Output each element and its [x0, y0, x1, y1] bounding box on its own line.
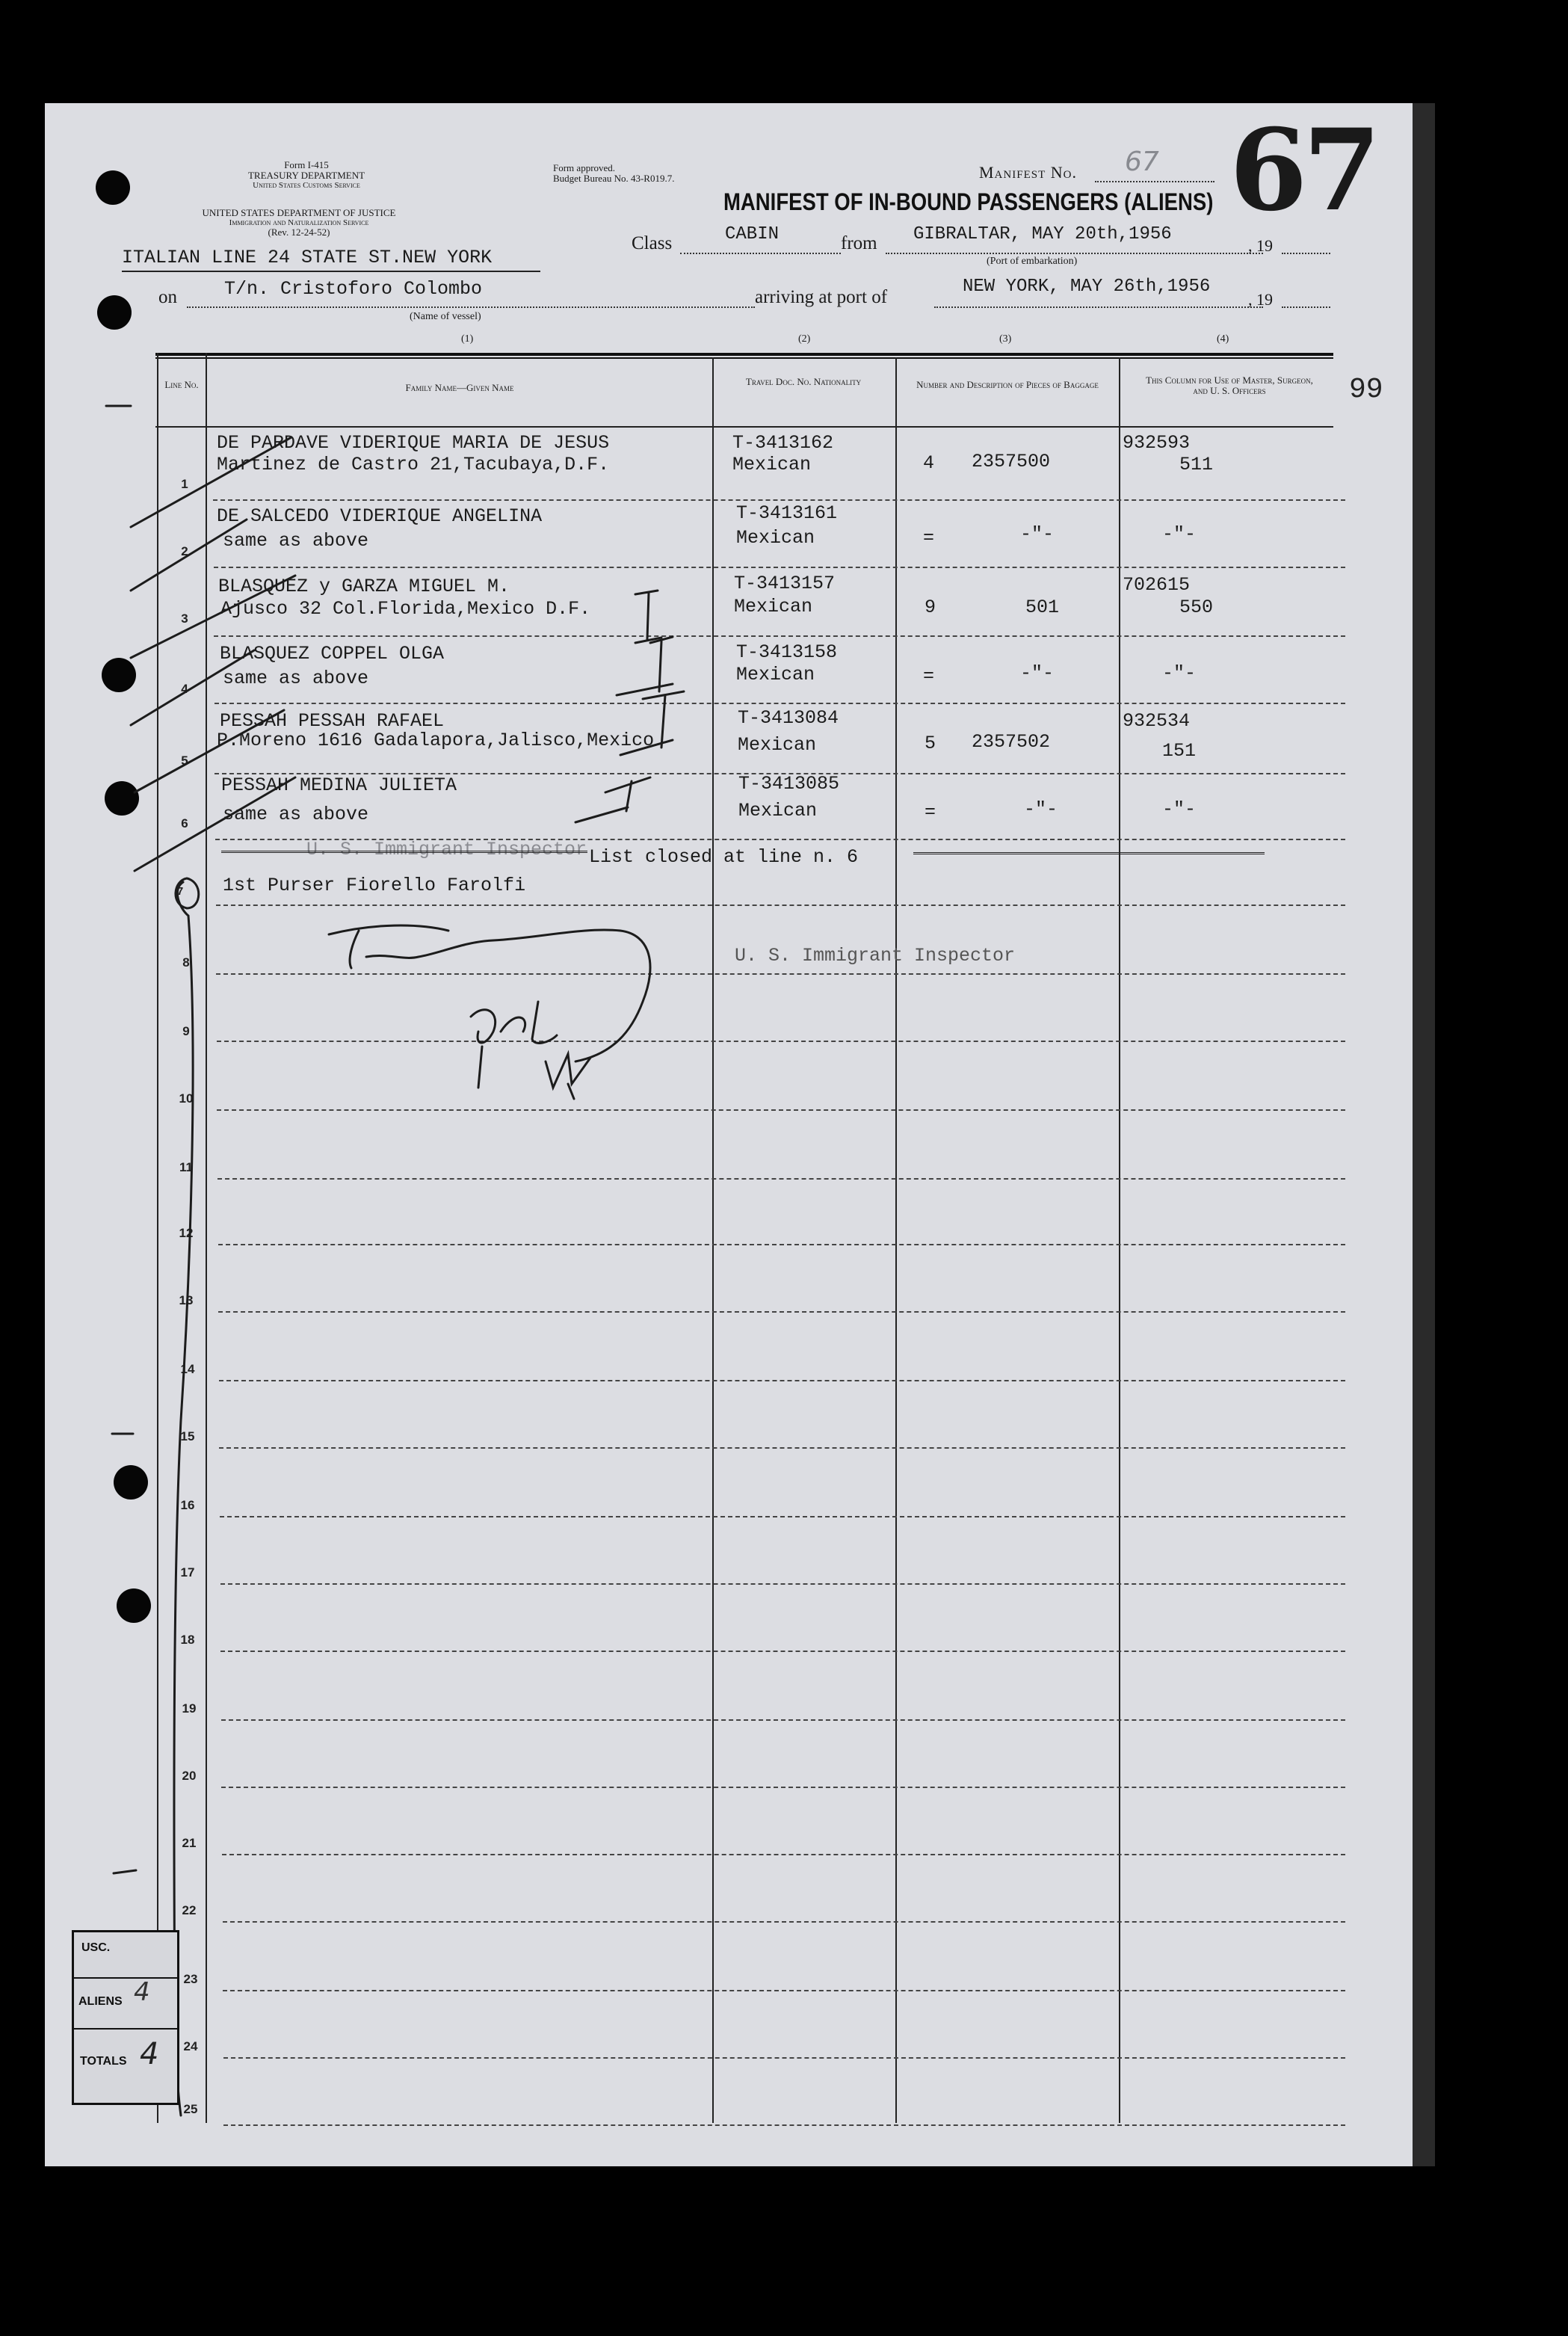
- line-number: 4: [181, 682, 188, 696]
- line-number: 10: [179, 1091, 194, 1106]
- year-suffix-2: , 19: [1248, 290, 1273, 309]
- row-separator: [213, 499, 1345, 501]
- line-number: 1: [181, 477, 188, 491]
- row-separator: [214, 703, 1345, 704]
- punch-hole: [105, 781, 139, 816]
- line-number: 20: [182, 1769, 197, 1783]
- row-separator: [217, 1041, 1345, 1042]
- line-number: 19: [182, 1701, 197, 1716]
- manifest-number-stamp: 67: [1229, 105, 1377, 236]
- line-number: 18: [180, 1633, 195, 1647]
- closing-rule-right: [913, 852, 1265, 854]
- passenger-name: DE PARDAVE VIDERIQUE MARIA DE JESUS: [217, 432, 610, 454]
- row-separator: [219, 1380, 1345, 1381]
- tally-totals-label: TOTALS: [80, 2055, 127, 2068]
- line-number: 25: [183, 2102, 198, 2116]
- officer-note-2: -"-: [1162, 798, 1197, 820]
- manifest-no-label: Manifest No.: [979, 163, 1077, 182]
- baggage-desc: 2357502: [972, 731, 1051, 753]
- row-separator: [223, 1990, 1345, 1991]
- officer-note-2: 550: [1179, 597, 1214, 618]
- baggage-count: 9: [925, 597, 936, 618]
- baggage-desc: -"-: [1024, 798, 1058, 820]
- vessel-name: T/n. Cristoforo Colombo: [224, 278, 483, 300]
- year-suffix: , 19: [1248, 236, 1273, 255]
- nationality: Mexican: [732, 454, 812, 475]
- line-number: 22: [182, 1903, 197, 1917]
- punch-hole: [114, 1465, 148, 1500]
- row-separator: [216, 904, 1345, 906]
- header-travel-doc: Travel Doc. No. Nationality: [745, 376, 862, 387]
- baggage-count: =: [925, 801, 936, 823]
- manifest-title: MANIFEST OF IN-BOUND PASSENGERS (ALIENS): [723, 188, 1214, 215]
- port-embarkation-caption: (Port of embarkation): [987, 256, 1078, 267]
- form-revision: (Rev. 12-24-52): [268, 226, 330, 238]
- closing-rule-left: [221, 851, 587, 853]
- side-number: 99: [1349, 374, 1383, 406]
- list-closed-note: List closed at line n. 6: [589, 846, 859, 868]
- passenger-address: Martinez de Castro 21,Tacubaya,D.F.: [217, 454, 610, 475]
- line-number: 3: [181, 611, 188, 626]
- row-separator: [220, 1583, 1345, 1585]
- class-label: Class: [632, 233, 673, 253]
- row-separator: [223, 2124, 1345, 2126]
- baggage-count: =: [923, 527, 935, 549]
- passenger-address: P.Moreno 1616 Gadalapora,Jalisco,Mexico: [217, 730, 655, 751]
- line-number: 21: [182, 1836, 197, 1850]
- faded-inspector-stamp: U. S. Immigrant Inspector: [306, 839, 587, 860]
- row-separator: [221, 1719, 1345, 1721]
- baggage-desc: -"-: [1020, 523, 1055, 545]
- budget-bureau: Budget Bureau No. 43-R019.7.: [553, 173, 675, 184]
- on-label: on: [158, 287, 177, 307]
- baggage-count: 5: [925, 733, 936, 754]
- shipping-company: ITALIAN LINE 24 STATE ST.NEW YORK: [122, 247, 493, 268]
- row-separator: [218, 1244, 1345, 1245]
- passenger-address: Ajusco 32 Col.Florida,Mexico D.F.: [220, 598, 591, 620]
- punch-hole: [117, 1588, 151, 1623]
- nationality: Mexican: [738, 734, 817, 756]
- officer-note-2: 511: [1179, 454, 1214, 475]
- purser-name: 1st Purser Fiorello Farolfi: [223, 875, 526, 896]
- passenger-name: BLASQUEZ COPPEL OLGA: [220, 643, 445, 665]
- tally-totals-value: 4: [140, 2037, 159, 2071]
- travel-doc-no: T-3413161: [736, 502, 838, 524]
- passenger-name: BLASQUEZ y GARZA MIGUEL M.: [218, 576, 510, 597]
- baggage-desc: 2357500: [972, 451, 1051, 472]
- nationality: Mexican: [738, 800, 818, 822]
- row-separator: [223, 1921, 1345, 1923]
- line-number: 7: [176, 885, 184, 898]
- punch-hole: [96, 170, 130, 205]
- treasury-dept: TREASURY DEPARTMENT: [247, 170, 365, 181]
- row-separator: [214, 635, 1345, 637]
- row-separator: [221, 1787, 1345, 1788]
- sheet-edge-shadow: [1413, 103, 1435, 2166]
- customs-service: United States Customs Service: [253, 181, 360, 190]
- col-number-1: (1): [461, 333, 474, 345]
- line-number: 5: [181, 754, 188, 768]
- manifest-sheet: [45, 103, 1413, 2166]
- ins-service: Immigration and Naturalization Service: [229, 218, 369, 227]
- travel-doc-no: T-3413158: [736, 641, 838, 663]
- row-separator: [218, 1311, 1345, 1313]
- passenger-name: PESSAH MEDINA JULIETA: [221, 774, 457, 796]
- line-number: 16: [180, 1498, 195, 1512]
- officer-note-2: -"-: [1162, 523, 1197, 545]
- line-number: 9: [182, 1024, 190, 1038]
- line-number: 14: [180, 1362, 195, 1376]
- line-number: 2: [181, 544, 188, 558]
- justice-dept: UNITED STATES DEPARTMENT OF JUSTICE: [202, 207, 396, 218]
- row-separator: [222, 1854, 1345, 1855]
- travel-doc-no: T-3413157: [734, 573, 836, 594]
- from-label: from: [841, 233, 877, 253]
- baggage-desc: -"-: [1020, 662, 1055, 684]
- line-number: 11: [179, 1160, 193, 1174]
- row-separator: [220, 1651, 1345, 1652]
- arriving-value: NEW YORK, MAY 26th,1956: [963, 277, 1211, 297]
- row-separator: [217, 1109, 1345, 1111]
- form-approved: Form approved.: [553, 162, 616, 173]
- line-number: 17: [180, 1565, 195, 1580]
- travel-doc-no: T-3413162: [732, 432, 834, 454]
- baggage-count: =: [923, 665, 935, 687]
- travel-doc-no: T-3413085: [738, 773, 840, 795]
- class-value: CABIN: [725, 224, 780, 244]
- officer-note-2: 151: [1162, 740, 1197, 762]
- officer-note-1: 932593: [1123, 432, 1191, 454]
- row-separator: [223, 2057, 1345, 2059]
- header-line-no: Line No.: [164, 379, 199, 390]
- row-separator: [217, 1178, 1345, 1180]
- tally-usc-label: USC.: [81, 1941, 111, 1954]
- header-family-name: Family Name—Given Name: [405, 382, 514, 393]
- col-number-2: (2): [798, 333, 811, 345]
- form-number: Form I-415: [284, 159, 329, 170]
- tally-aliens-value: 4: [134, 1977, 150, 2007]
- row-separator: [220, 1516, 1345, 1517]
- nationality: Mexican: [736, 664, 815, 685]
- line-number: 6: [181, 816, 188, 830]
- from-value: GIBRALTAR, MAY 20th,1956: [913, 224, 1172, 244]
- passenger-address: same as above: [223, 668, 369, 689]
- baggage-desc: 501: [1025, 597, 1060, 618]
- inspector-stamp: U. S. Immigrant Inspector: [735, 945, 1016, 967]
- passenger-name: DE SALCEDO VIDERIQUE ANGELINA: [217, 505, 543, 527]
- nationality: Mexican: [734, 596, 813, 617]
- travel-doc-no: T-3413084: [738, 707, 839, 729]
- punch-hole: [102, 658, 136, 692]
- officer-note-1: 702615: [1123, 574, 1191, 596]
- arriving-label: arriving at port of: [755, 287, 888, 307]
- officer-note-1: 932534: [1123, 710, 1191, 732]
- vessel-caption: (Name of vessel): [410, 311, 481, 322]
- baggage-count: 4: [923, 452, 935, 474]
- row-separator: [216, 973, 1345, 975]
- col-number-3: (3): [999, 333, 1012, 345]
- header-officers: This Column for Use of Master, Surgeon, and U. S. Officers: [1146, 375, 1313, 396]
- col-number-4: (4): [1217, 333, 1229, 345]
- passenger-address: same as above: [223, 530, 369, 552]
- manifest-no-handwritten: 67: [1125, 147, 1159, 177]
- line-number: 24: [183, 2039, 198, 2053]
- line-number: 8: [182, 955, 190, 970]
- tally-box: [72, 1930, 179, 2105]
- header-baggage: Number and Description of Pieces of Baggage: [916, 379, 1099, 390]
- tally-aliens-label: ALIENS: [78, 1995, 123, 2008]
- passenger-address: same as above: [223, 804, 369, 825]
- officer-note-2: -"-: [1162, 662, 1197, 684]
- line-number: 23: [183, 1972, 198, 1986]
- passenger-name: PESSAH PESSAH RAFAEL: [220, 710, 445, 732]
- row-separator: [219, 1447, 1345, 1449]
- nationality: Mexican: [736, 527, 815, 549]
- line-number: 15: [180, 1429, 195, 1443]
- row-separator: [214, 567, 1345, 568]
- punch-hole: [97, 295, 132, 330]
- line-number: 12: [179, 1226, 194, 1240]
- line-number: 13: [179, 1293, 194, 1307]
